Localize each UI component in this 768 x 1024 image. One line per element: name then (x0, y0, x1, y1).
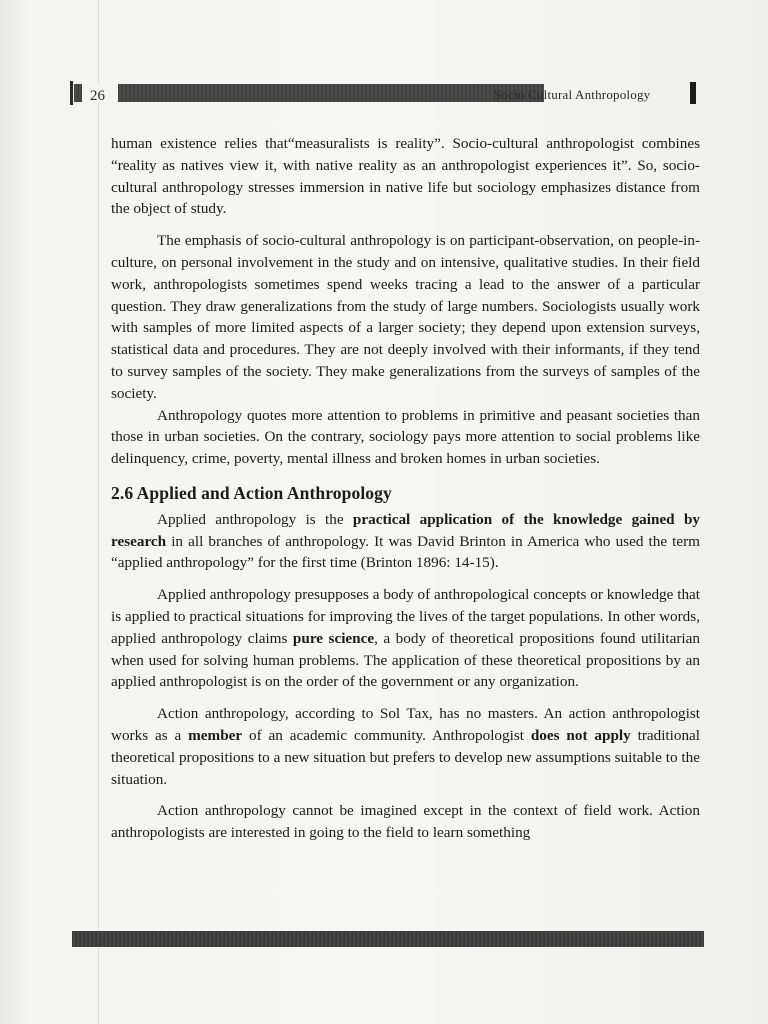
paragraph-1: human existence relies that“measuralists is reality”. Socio-cultural anthropologist combines “reality as natives view it, with native reality as an anthropologist experiences it”. So, socio-cultural anthropology stresses immersion in native life but sociology emphasizes distance from the object of study. (111, 135, 700, 218)
paragraph-7: Action anthropology cannot be imagined except in the context of field work. Action anthropologists are interested in going to the field to learn something (111, 802, 700, 842)
page-fold-line (98, 0, 99, 1024)
footer-rule-bar (72, 931, 704, 947)
header-rule-bar (74, 84, 544, 102)
paragraph-4-text-c: in all branches of anthropology. It was David Brinton in America who used the term “applied anthropology” for the first time (Brinton 1896: 14-15). (111, 532, 700, 572)
paragraph-6-text-a: Action anthropology, according to Sol Tax, has no masters. An action anthropologist works as a (111, 705, 700, 744)
page-number: 26 (90, 88, 105, 104)
running-title: Socio Cultural Anthropology (494, 87, 651, 102)
section-heading: 2.6 Applied and Action Anthropology (111, 482, 392, 503)
paragraph-2: The emphasis of socio-cultural anthropology is on participant-observation, on people-in-culture, on personal involvement in the study and on intensive, qualitative studies. In their field work, anthropologists sometimes spend weeks tracing a lead to the answer of a particular question. They draw generalizations from the study of large numbers. Sociologists usually work with samples of more limited aspects of a larger society; they depend upon extension surveys, statistical data and procedures. They are not deeply involved with their informants, if they tend to survey samples of the society. They make generalizations from the surveys of samples of the society. (111, 232, 700, 402)
paragraph-6 (111, 703, 700, 790)
paragraph-6-bold-member: member (188, 726, 243, 744)
paragraph-6-text-c: of an academic community. Anthropologist (242, 726, 531, 744)
paragraph-5-text-a: Applied anthropology presupposes a body of anthropological concepts or knowledge that is applied to practical situations for improving the lives of the target populations. In other words, applied anthropology claims (111, 586, 700, 647)
paragraph-5-bold: pure science (292, 629, 375, 647)
paragraph-3: Anthropology quotes more attention to problems in primitive and peasant societies than those in urban societies. On the contrary, sociology pays more attention to social problems like delinquency, crime, poverty, mental illness and broken homes in urban societies. (111, 406, 700, 468)
paragraph-4-text-a: Applied anthropology is the (157, 510, 353, 528)
paragraph-4-bold: practical application of the knowledge gained by research (111, 510, 700, 550)
page-body (111, 133, 700, 844)
header-tick-mark (70, 81, 73, 105)
paragraph-4 (111, 509, 700, 574)
header-end-block (690, 82, 696, 104)
paragraph-6-text-e: traditional theoretical propositions to a new situation but prefers to develop new assumptions suitable to the situation. (111, 726, 701, 788)
paragraph-5-text-c: , a body of theoretical propositions found utilitarian when used for solving human problems. The application of these theoretical propositions by an applied anthropologist is on the order of the government or any organization. (111, 629, 700, 691)
paragraph-5 (111, 584, 700, 693)
page-header (70, 81, 710, 107)
paragraph-6-bold-does-not-apply: does not apply (530, 726, 631, 744)
